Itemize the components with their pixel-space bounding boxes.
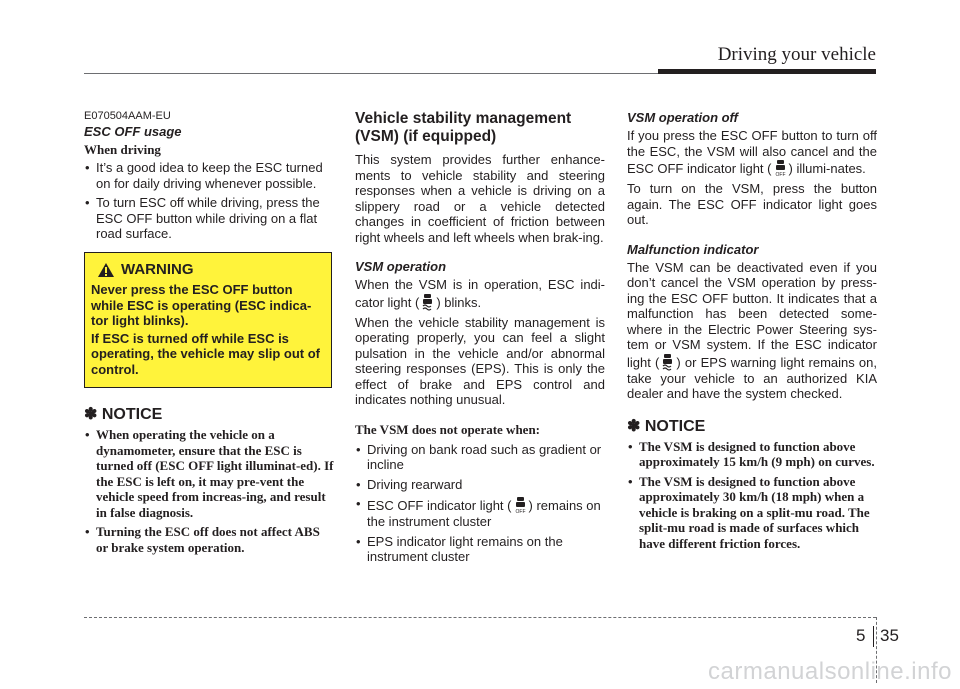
- warning-text: If ESC is turned off while ESC is operating, the vehicle may slip out of control.: [91, 330, 320, 377]
- warning-text: Never press the ESC OFF button while ESC is operating (ESC indica-tor light blinks).: [91, 282, 312, 328]
- malfunction-text: The VSM can be deactivated even if you don’t cancel the VSM operation by press-ing the ESC OFF button. It indicates that a malfunction has been detected some-where in the Electric Power Steering sys-tem or VSM system. If the ESC indicator light ( ) or EPS warning light remains on, take your vehicle to an authorized KIA dealer and have the system checked.: [627, 259, 877, 401]
- vsm-heading: Vehicle stability management (VSM) (if equipped): [355, 110, 572, 145]
- page-number: 35: [880, 626, 899, 645]
- svg-text:OFF: OFF: [775, 172, 785, 177]
- notice-list: [627, 439, 877, 552]
- column-1: [84, 110, 334, 246]
- column-2: [355, 110, 605, 569]
- when-driving-subheading: When driving: [84, 142, 161, 157]
- list-item: • The VSM is designed to function above approximately 30 km/h (18 mph) when a vehicle is braking on a split-mu road. The split-mu road is made of surfaces which have different friction forces.: [627, 474, 877, 552]
- esc-indicator-icon: [661, 353, 674, 371]
- list-item: • ESC OFF indicator light ( OFF ) remains on the instrument cluster: [355, 496, 605, 530]
- notice-1: [84, 404, 334, 559]
- vsm-operation-text2: When the vehicle stability management is operating properly, you can feel a slight pulsation in the vehicle and/or abnormal steering responses (EPS). This is only the effect of brake and EPS control and indicates nothing unusual.: [355, 314, 605, 407]
- list-item: • Driving on bank road such as gradient or incline: [355, 442, 605, 473]
- vsm-intro: This system provides further enhance-ments to vehicle stability and steering responses when a vehicle is driving on a slippery road or a vehicle detected changes in coefficient of friction between right wheels and left wheels when brak-ing.: [355, 152, 605, 245]
- page-chapter-number: 5: [856, 626, 866, 645]
- list-item: • To turn ESC off while driving, press the ESC OFF button while driving on a flat road surface.: [84, 195, 334, 242]
- list-item: • EPS indicator light remains on the instrument cluster: [355, 534, 605, 565]
- esc-off-usage-heading: ESC OFF usage: [84, 124, 182, 139]
- list-item: • Turning the ESC off does not affect ABS or brake system operation.: [84, 524, 334, 555]
- malfunction-heading: Malfunction indicator: [627, 241, 759, 257]
- vsm-off-text2: To turn on the VSM, press the button again. The ESC OFF indicator light goes out.: [627, 181, 877, 227]
- list-item: • The VSM is designed to function above approximately 15 km/h (9 mph) on curves.: [627, 439, 877, 470]
- warning-triangle-icon: [97, 262, 115, 278]
- column-3: [627, 110, 877, 555]
- list-item: • It’s a good idea to keep the ESC turned on for daily driving whenever possible.: [84, 160, 334, 191]
- esc-off-usage-list: [84, 160, 334, 242]
- vsm-off-text: If you press the ESC OFF button to turn off the ESC, the VSM will also cancel and the ESC OFF indicator light ( OFF ) illumi-nates.: [627, 128, 877, 177]
- notice-list: [84, 427, 334, 555]
- vsm-operation-text: When the VSM is in operation, ESC indi-cator light ( ) blinks.: [355, 277, 605, 310]
- header-bar: [658, 69, 876, 74]
- notice-title: ✽ NOTICE: [84, 406, 163, 423]
- section-code: E070504AAM-EU: [84, 110, 171, 122]
- warning-box: [84, 252, 332, 388]
- notice-title: ✽ NOTICE: [627, 417, 706, 435]
- page-number-divider: [873, 626, 874, 647]
- vsm-not-operate-heading: The VSM does not operate when:: [355, 421, 541, 437]
- vsm-off-heading: VSM operation off: [627, 110, 738, 125]
- chapter-title: Driving your vehicle: [717, 44, 876, 65]
- list-item: • Driving rearward: [355, 477, 605, 493]
- vsm-operation-heading: VSM operation: [355, 259, 447, 274]
- svg-text:OFF: OFF: [515, 509, 525, 514]
- footer-rule: [84, 617, 876, 618]
- list-item: • When operating the vehicle on a dynamometer, ensure that the ESC is turned off (ESC OFF light illuminat-ed). If the ESC is left on, it may pre-vent the vehicle speed from increas-ing, and result in false diagnosis.: [84, 427, 334, 520]
- warning-title: WARNING: [121, 261, 194, 278]
- vsm-not-operate-list: [355, 442, 605, 565]
- esc-off-indicator-icon: [514, 496, 527, 514]
- header-rule: [84, 73, 664, 74]
- esc-off-indicator-icon: [774, 159, 787, 177]
- watermark: carmanualsonline.info: [708, 658, 952, 685]
- esc-indicator-icon: [421, 293, 434, 311]
